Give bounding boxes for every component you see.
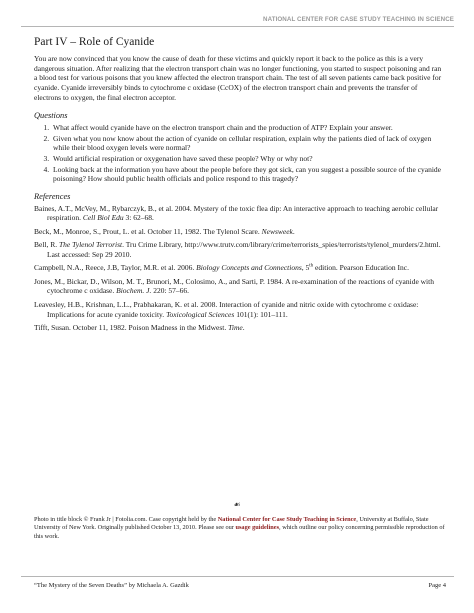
- note-text: Photo in title block © Frank Jr | Fotolia.com. Case copyright held by the: [34, 516, 218, 523]
- reference-item: [34, 300, 446, 319]
- copyright-note: [34, 516, 446, 541]
- fleuron-ornament-icon: ☙: [233, 500, 241, 509]
- reference-text: .: [292, 226, 295, 236]
- references-heading: References: [34, 191, 71, 201]
- reference-text: Leavesley, H.B., Krishnan, L.L., Prabhakaran, K. et al. 2008. Interaction of cyanide and nitric oxide with cytochrome c oxidase: Implications for acute cyanide toxicity.: [34, 299, 419, 319]
- reference-text: Tifft, Susan. October 11, 1982. Poison Madness in the Midwest.: [34, 323, 229, 333]
- note-text: , which outline our policy concerning permissible reproduction of this work.: [34, 524, 445, 540]
- reference-item: [34, 323, 446, 333]
- reference-text: Bell, R.: [34, 240, 60, 250]
- questions-list: [34, 123, 446, 184]
- question-item: 1. What affect would cyanide have on the electron transport chain and the production of ATP? Explain your answer.: [51, 123, 446, 132]
- reference-source: The Tylenol Terrorist: [59, 240, 123, 250]
- running-header: NATIONAL CENTER FOR CASE STUDY TEACHING IN SCIENCE: [263, 16, 454, 23]
- reference-text: , 5: [301, 263, 310, 273]
- reference-text: edition. Pearson Education Inc.: [313, 263, 409, 273]
- superscript: th: [309, 263, 314, 269]
- footer-case-title: “The Mystery of the Seven Deaths” by Michaela A. Gazdik: [34, 582, 189, 589]
- reference-text: Jones, M., Bickar, D., Wilson, M. T., Brunori, M., Colosimo, A., and Sarti, P. 1984. A re-examination of the reactions of cyanide with cytochrome c oxidase.: [34, 276, 434, 296]
- reference-text: . Tru Crime Library, http://www.trutv.com/library/crime/terrorists_spies/terrorists/tylenol_murders/2.html. Last accessed: Sep 29 2010.: [47, 240, 441, 259]
- reference-text: .: [242, 323, 245, 333]
- question-item: 2. Given what you now know about the action of cyanide on cellular respiration, explain why the patients died of lack of oxygen while their blood oxygen levels were normal?: [51, 134, 446, 153]
- reference-text: 3: 62–68.: [123, 213, 154, 223]
- reference-item: [34, 227, 446, 237]
- footer-divider: [21, 576, 454, 577]
- reference-item: [34, 204, 446, 223]
- reference-text: Beck, M., Monroe, S., Prout, L. et al. October 11, 1982. The Tylenol Scare.: [34, 226, 262, 236]
- references-list: [34, 204, 446, 333]
- page-content: [34, 36, 446, 337]
- reference-item: [34, 277, 446, 296]
- note-text: , University at Buffalo, State University of New York. Originally published October 13, 2010. Please see our: [34, 516, 429, 532]
- questions-heading: Questions: [34, 110, 68, 120]
- question-item: 4. Looking back at the information you have about the people before they got sick, can you suggest a possible source of the cyanide poisoning? How should public health officials and police respond to this tragedy?: [51, 165, 446, 184]
- reference-source: Biochem. J.: [116, 286, 152, 296]
- nccst-link[interactable]: National Center for Case Study Teaching in Science: [217, 516, 357, 523]
- reference-source: Cell Biol Edu: [82, 213, 124, 223]
- reference-source: Newsweek: [261, 226, 293, 236]
- intro-paragraph: You are now convinced that you know the cause of death for these victims and quickly report it back to the police as this is a very dangerous situation. After realizing that the electron transport chain was no longer functioning, you started to suspect poisoning and ran a blood test for various poisons that you knew affected the electron transport chain. The test of all seven patients came back positive for cyanide. Cyanide irreversibly binds to cytochrome c oxidase (CcOX) of the electron transport chain and prevents the transfer of electrons to oxygen, the final electron acceptor.: [34, 54, 442, 102]
- reference-item: [34, 263, 446, 273]
- reference-text: 220: 57–66.: [151, 286, 190, 296]
- page-number: Page 4: [428, 582, 446, 589]
- reference-source: Toxicological Sciences: [166, 309, 235, 319]
- reference-source: Biology Concepts and Connections: [196, 263, 302, 273]
- section-title: Part IV – Role of Cyanide: [34, 36, 155, 48]
- reference-text: Baines, A.T., McVey, M., Rybarczyk, B., et al. 2004. Mystery of the toxic flea dip: An interactive approach to teaching aerobic cellular respiration.: [34, 203, 439, 223]
- reference-item: [34, 240, 446, 259]
- usage-guidelines-link[interactable]: usage guidelines: [235, 524, 280, 532]
- reference-text: Campbell, N.A., Reece, J.B, Taylor, M.R. et al. 2006.: [34, 263, 197, 273]
- header-divider: [21, 26, 454, 27]
- question-item: 3. Would artificial respiration or oxygenation have saved these people? Why or why not?: [51, 154, 446, 163]
- reference-text: 101(1): 101–111.: [234, 309, 288, 319]
- reference-source: Time: [228, 323, 243, 333]
